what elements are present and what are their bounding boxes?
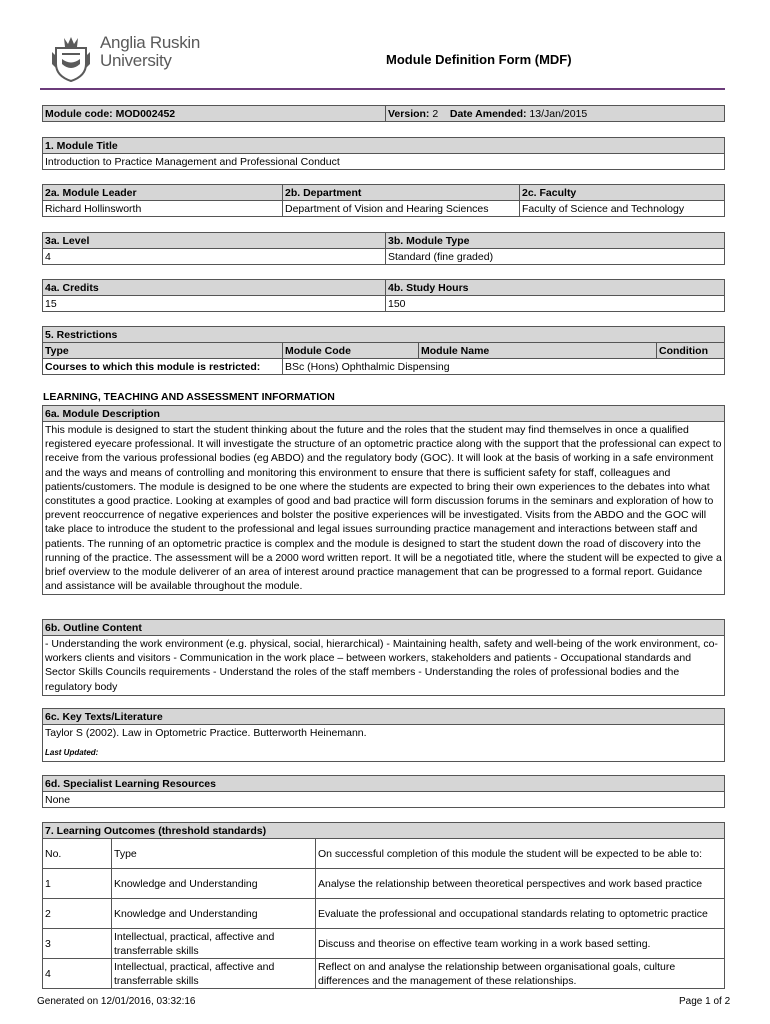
resources-block — [42, 775, 725, 808]
restrictions-header-type: Type — [43, 343, 283, 359]
key-texts-label: 6c. Key Texts/Literature — [43, 709, 725, 725]
outcome-no: 2 — [43, 899, 112, 929]
outcomes-header-text: On successful completion of this module the student will be expected to be able to: — [316, 839, 725, 869]
version-value: 2 — [432, 107, 439, 120]
table-row — [43, 899, 725, 929]
leader-dept-faculty-block — [42, 184, 725, 217]
resources-label: 6d. Specialist Learning Resources — [43, 776, 725, 792]
module-title-block — [42, 137, 725, 170]
restrictions-row-label: Courses to which this module is restricted: — [43, 359, 283, 375]
header-rule — [40, 88, 725, 90]
outcomes-block — [42, 822, 725, 989]
table-row — [43, 869, 725, 899]
outcomes-header-type: Type — [112, 839, 316, 869]
key-texts-text: Taylor S (2002). Law in Optometric Practice. Butterworth Heinemann. — [45, 727, 367, 739]
outcome-text: Reflect on and analyse the relationship between organisational goals, culture differences and the management of these relationships. — [316, 959, 725, 989]
date-amended-value: 13/Jan/2015 — [529, 107, 588, 120]
form-title: Module Definition Form (MDF) — [386, 52, 572, 67]
table-row — [43, 929, 725, 959]
module-code-cell — [43, 106, 386, 122]
page-number: Page 1 of 2 — [679, 996, 731, 1007]
ltai-heading: LEARNING, TEACHING AND ASSESSMENT INFORMATION — [43, 391, 335, 403]
outcome-text: Evaluate the professional and occupational standards relating to optometric practice — [316, 899, 725, 929]
logo-line-2: University — [100, 51, 172, 70]
outcome-type: Intellectual, practical, affective and transferrable skills — [112, 929, 316, 959]
outline-text: - Understanding the work environment (e.g. physical, social, hierarchical) - Maintaining health, safety and well-being of the work environment, co-workers clients and visitors - Communication in the work place – between workers, stakeholders and patients - Occupational standards and Sector Skills Councils requirements - Understand the roles of the staff members - Understanding the roles of professional bodies and the regulatory body — [42, 636, 725, 696]
last-updated-label: Last Updated: — [45, 748, 99, 758]
version-label: Version: — [388, 107, 430, 120]
outcome-type: Knowledge and Understanding — [112, 869, 316, 899]
restrictions-header-code: Module Code — [283, 343, 419, 359]
restrictions-row-value: BSc (Hons) Ophthalmic Dispensing — [283, 359, 725, 375]
module-code-block — [42, 105, 725, 122]
resources-value: None — [43, 792, 725, 808]
study-hours-value: 150 — [386, 296, 725, 312]
description-text: This module is designed to start the student thinking about the future and the roles that the student may find themselves in once a qualified registered eyecare professional. It will investigate the structure of an optometric practice along with the support that the professional can expect to receive from the various professional bodies (eg ABDO) and the regulatory body (GOC). It will look at the basis of working in a safe environment and the ways and means of controlling and monitoring this environment to ensure that there is sufficient safety for staff, colleagues and patients/customers. The module is designed to be one where the students are expected to bring their own experiences to the debates into what constitutes a good practice. Looking at examples of good and bad practice will form discussion forums in the seminars and exploration of how to prevent reoccurrence of negative experiences and bolster the positive experiences will be investigated. Visits from the ABDO and the GOC will take place to introduce the student to the professional and legal issues surrounding practice management and interactions between staff and patients. The running of an optometric practice is complex and the module is designed to start the student down the road of discovery into the running of the practice. The assessment will be a 2000 word written report. It will be a negotiated title, where the student will be expected to give a brief overview to the module deliverer of an area of interest around practice management that can be progressed to a formal report. Guidance and assistance will be available throughout the module. — [42, 422, 725, 595]
crest-icon — [50, 34, 92, 82]
faculty-value: Faculty of Science and Technology — [520, 201, 725, 217]
outcomes-header-no: No. — [43, 839, 112, 869]
study-hours-label: 4b. Study Hours — [386, 280, 725, 296]
outcome-type: Knowledge and Understanding — [112, 899, 316, 929]
faculty-label: 2c. Faculty — [520, 185, 725, 201]
outline-block — [42, 619, 725, 696]
university-logo — [50, 34, 210, 82]
outcome-no: 4 — [43, 959, 112, 989]
outline-label: 6b. Outline Content — [43, 620, 725, 636]
outcome-type: Intellectual, practical, affective and transferrable skills — [112, 959, 316, 989]
credits-hours-block — [42, 279, 725, 312]
outcome-no: 3 — [43, 929, 112, 959]
credits-value: 15 — [43, 296, 386, 312]
module-leader-value: Richard Hollinsworth — [43, 201, 283, 217]
outcome-text: Discuss and theorise on effective team working in a work based setting. — [316, 929, 725, 959]
module-type-value: Standard (fine graded) — [386, 249, 725, 265]
table-row — [43, 959, 725, 989]
key-texts-block — [42, 708, 725, 762]
module-leader-label: 2a. Module Leader — [43, 185, 283, 201]
version-cell — [386, 106, 725, 122]
restrictions-label: 5. Restrictions — [43, 327, 725, 343]
key-texts-body — [42, 725, 725, 762]
outcome-no: 1 — [43, 869, 112, 899]
date-amended-label: Date Amended: — [449, 107, 527, 120]
restrictions-header-condition: Condition — [657, 343, 725, 359]
department-value: Department of Vision and Hearing Sciences — [283, 201, 520, 217]
module-code-label: Module code: — [45, 107, 113, 120]
level-value: 4 — [43, 249, 386, 265]
description-label: 6a. Module Description — [43, 406, 725, 422]
credits-label: 4a. Credits — [43, 280, 386, 296]
restrictions-block — [42, 326, 725, 375]
level-label: 3a. Level — [43, 233, 386, 249]
logo-line-1: Anglia Ruskin — [100, 33, 201, 52]
outcomes-label: 7. Learning Outcomes (threshold standards) — [43, 823, 725, 839]
module-title-value: Introduction to Practice Management and Professional Conduct — [43, 154, 725, 170]
module-type-label: 3b. Module Type — [386, 233, 725, 249]
level-type-block — [42, 232, 725, 265]
outcome-text: Analyse the relationship between theoretical perspectives and work based practice — [316, 869, 725, 899]
description-block — [42, 405, 725, 595]
module-title-label: 1. Module Title — [43, 138, 725, 154]
restrictions-header-name: Module Name — [419, 343, 657, 359]
generated-timestamp: Generated on 12/01/2016, 03:32:16 — [37, 996, 196, 1007]
module-code-value: MOD002452 — [115, 107, 176, 120]
department-label: 2b. Department — [283, 185, 520, 201]
